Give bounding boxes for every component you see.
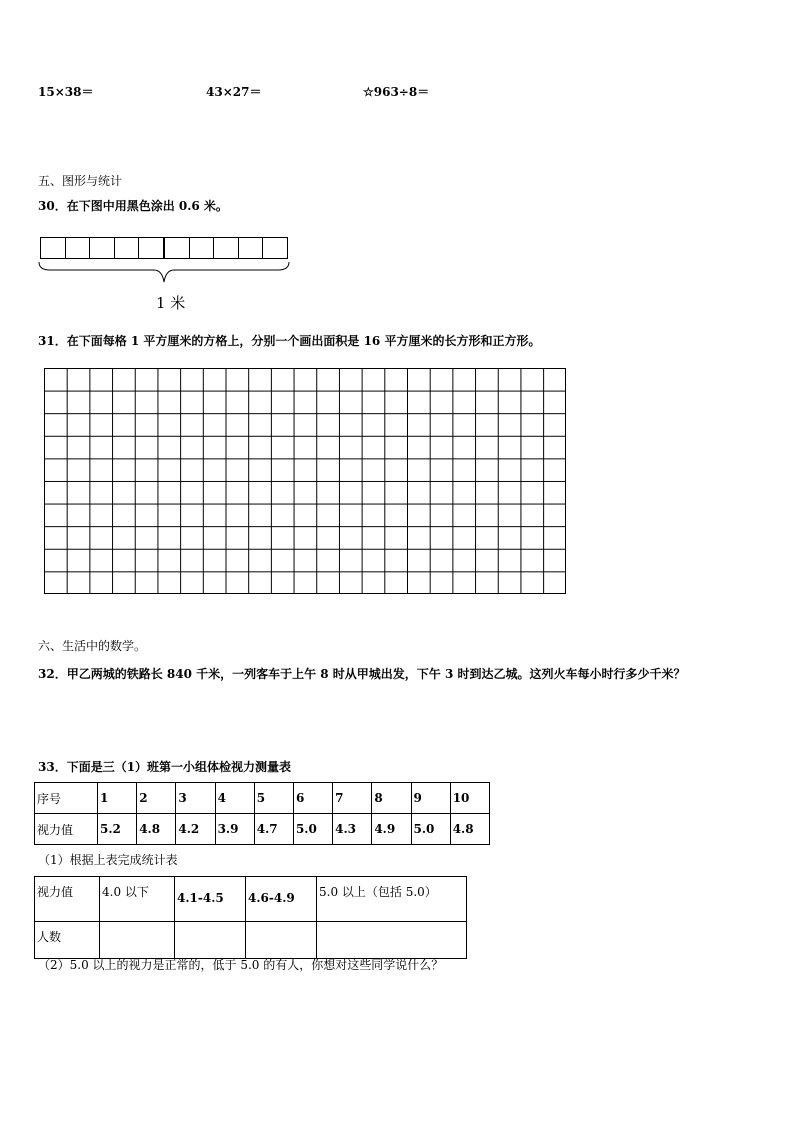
table-cell: 4 bbox=[215, 783, 254, 814]
calc-item-3: ☆963÷8＝ bbox=[363, 85, 430, 99]
section6-title: 六、生活中的数学。 bbox=[38, 639, 147, 653]
q31-text: 31．在下面每格 1 平方厘米的方格上，分别一个画出面积是 16 平方厘米的长方形和正方形。 bbox=[38, 334, 541, 348]
table-cell: 视力值 bbox=[35, 814, 98, 845]
table-cell: 7 bbox=[333, 783, 372, 814]
table-cell: 8 bbox=[372, 783, 411, 814]
strip-cell[interactable] bbox=[165, 238, 190, 258]
table-row bbox=[35, 783, 490, 814]
table-cell: 4.8 bbox=[137, 814, 176, 845]
table-cell: 10 bbox=[450, 783, 489, 814]
stats-table bbox=[34, 876, 467, 959]
table-row bbox=[35, 877, 467, 922]
strip-cell[interactable] bbox=[190, 238, 215, 258]
table-cell: 1 bbox=[98, 783, 137, 814]
table-row bbox=[35, 814, 490, 845]
strip-cell[interactable] bbox=[90, 238, 115, 258]
table-cell: 4.2 bbox=[176, 814, 215, 845]
strip-cell[interactable] bbox=[214, 238, 239, 258]
calc-item-1: 15×38＝ bbox=[38, 85, 94, 99]
table-row bbox=[35, 922, 467, 959]
strip-cell[interactable] bbox=[263, 238, 287, 258]
strip-cell[interactable] bbox=[239, 238, 264, 258]
table-cell: 4.8 bbox=[450, 814, 489, 845]
calc-item-2: 43×27＝ bbox=[206, 85, 262, 99]
square-grid[interactable] bbox=[44, 368, 566, 594]
table-cell: 3 bbox=[176, 783, 215, 814]
table-cell: 9 bbox=[411, 783, 450, 814]
table-cell: 6 bbox=[293, 783, 332, 814]
table-cell: 4.3 bbox=[333, 814, 372, 845]
q33-sub2: （2）5.0 以上的视力是正常的，低于 5.0 的有人，你想对这些同学说什么？ bbox=[38, 958, 444, 972]
q32-text: 32．甲乙两城的铁路长 840 千米，一列客车于上午 8 时从甲城出发，下午 3 时到达乙城。这列火车每小时行多少千米？ bbox=[38, 667, 686, 681]
table-cell: 4.7 bbox=[254, 814, 293, 845]
brace-icon bbox=[36, 260, 292, 288]
table-cell: 5.0 以上（包括 5.0） bbox=[317, 877, 467, 922]
table-cell: 4.9 bbox=[372, 814, 411, 845]
answer-cell[interactable] bbox=[246, 922, 317, 959]
table-cell: 5.2 bbox=[98, 814, 137, 845]
table-cell: 5.0 bbox=[411, 814, 450, 845]
table-cell: 人数 bbox=[35, 922, 100, 959]
answer-cell[interactable] bbox=[100, 922, 175, 959]
table-cell: 序号 bbox=[35, 783, 98, 814]
table-cell: 4.0 以下 bbox=[100, 877, 175, 922]
answer-cell[interactable] bbox=[175, 922, 246, 959]
strip-cell[interactable] bbox=[41, 238, 66, 258]
meter-strip[interactable] bbox=[40, 237, 288, 259]
strip-cell[interactable] bbox=[115, 238, 140, 258]
q33-text: 33．下面是三（1）班第一小组体检视力测量表 bbox=[38, 760, 292, 774]
table-cell: 4.1-4.5 bbox=[175, 877, 246, 922]
table-cell: 视力值 bbox=[35, 877, 100, 922]
table-cell: 2 bbox=[137, 783, 176, 814]
q33-sub1: （1）根据上表完成统计表 bbox=[38, 853, 178, 867]
answer-cell[interactable] bbox=[317, 922, 467, 959]
table-cell: 4.6-4.9 bbox=[246, 877, 317, 922]
vision-table bbox=[34, 782, 490, 845]
q30-label: 1 米 bbox=[156, 294, 186, 312]
table-cell: 5.0 bbox=[293, 814, 332, 845]
table-cell: 5 bbox=[254, 783, 293, 814]
strip-cell[interactable] bbox=[139, 238, 165, 258]
strip-cell[interactable] bbox=[66, 238, 91, 258]
q30-text: 30．在下图中用黑色涂出 0.6 米。 bbox=[38, 199, 228, 213]
section5-title: 五、图形与统计 bbox=[38, 174, 123, 188]
table-cell: 3.9 bbox=[215, 814, 254, 845]
